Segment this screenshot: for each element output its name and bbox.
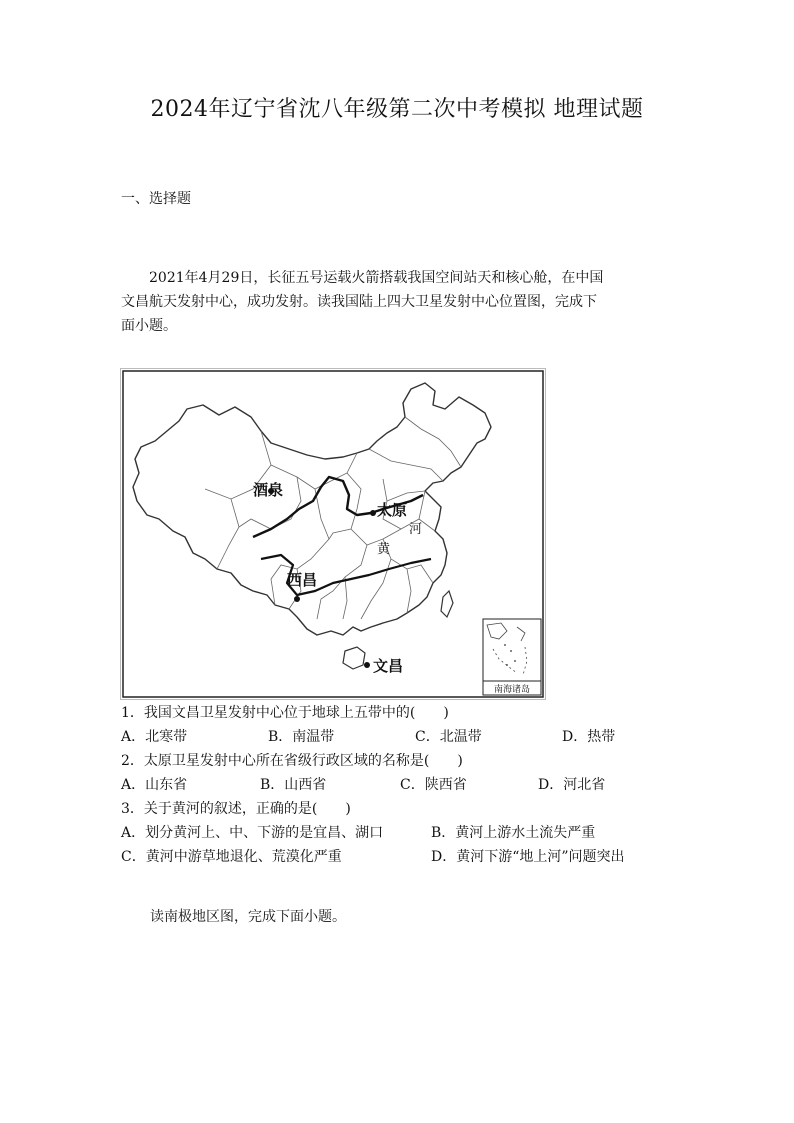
inset-label: 南海诸岛 <box>493 685 531 695</box>
next-group-instruction: 读南极地区图，完成下面小题。 <box>150 909 346 925</box>
jiuquan-label: 酒泉 <box>253 481 284 499</box>
intro-paragraph <box>121 266 681 338</box>
china-launch-centers-map <box>120 368 546 700</box>
river-he-label: 河 <box>409 522 423 537</box>
question-1-option-a[interactable]: A．北寒带 <box>121 729 188 745</box>
river-huang-label: 黄 <box>377 542 391 557</box>
wenchang-dot <box>364 662 370 668</box>
question-1-option-c[interactable]: C．北温带 <box>415 729 482 745</box>
question-2-option-d[interactable]: D．河北省 <box>538 777 606 793</box>
taiwan-island <box>441 591 453 617</box>
question-3-option-c[interactable]: C．黄河中游草地退化、荒漠化严重 <box>121 849 342 865</box>
intro-line-2: 文昌航天发射中心，成功发射。读我国陆上四大卫星发射中心位置图，完成下 <box>121 294 597 310</box>
question-2-option-c[interactable]: C．陕西省 <box>400 777 467 793</box>
wenchang-label: 文昌 <box>373 657 404 675</box>
question-1-option-b[interactable]: B．南温带 <box>268 729 335 745</box>
taiyuan-label: 太原 <box>377 501 408 519</box>
document-title: 2024年辽宁省沈八年级第二次中考模拟 地理试题 <box>150 97 644 122</box>
question-1-stem: 1．我国文昌卫星发射中心位于地球上五带中的( ) <box>121 705 449 721</box>
intro-line-3: 面小题。 <box>121 318 177 334</box>
south-china-sea-inset <box>483 619 541 695</box>
china-outline <box>133 383 491 635</box>
hainan-island <box>343 647 365 669</box>
question-2-stem: 2．太原卫星发射中心所在省级行政区域的名称是( ) <box>121 753 463 769</box>
taiyuan-dot <box>370 510 376 516</box>
intro-line-1: 2021年4月29日，长征五号运载火箭搭载我国空间站天和核心舱，在中国 <box>149 270 604 286</box>
question-1-option-d[interactable]: D．热带 <box>562 729 616 745</box>
question-3-option-a[interactable]: A．划分黄河上、中、下游的是宜昌、湖口 <box>121 825 384 841</box>
question-2-option-a[interactable]: A．山东省 <box>121 777 188 793</box>
section-heading: 一、选择题 <box>121 191 191 207</box>
question-3-option-d[interactable]: D．黄河下游“地上河”问题突出 <box>431 849 625 865</box>
question-2-option-b[interactable]: B．山西省 <box>260 777 327 793</box>
question-3-stem: 3．关于黄河的叙述，正确的是( ) <box>121 801 351 817</box>
question-3-option-b[interactable]: B．黄河上游水土流失严重 <box>431 825 596 841</box>
xichang-label: 西昌 <box>287 571 318 589</box>
xichang-dot <box>294 596 300 602</box>
map-svg <box>121 369 545 699</box>
